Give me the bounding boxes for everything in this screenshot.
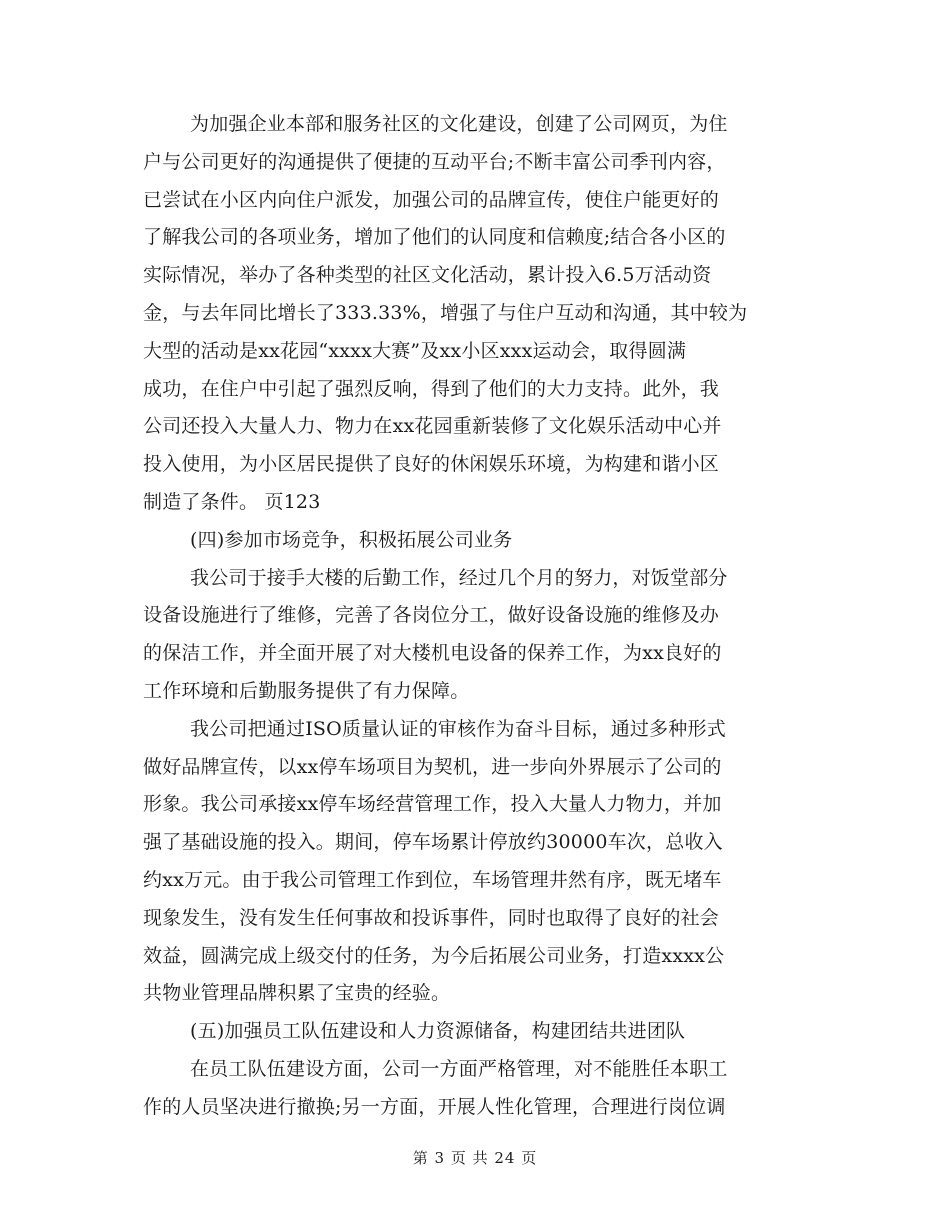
- section-heading: (五)加强员工队伍建设和人力资源储备，构建团结共进团队: [190, 1020, 686, 1043]
- text-line: 制造了条件。 页123: [143, 490, 321, 513]
- text-line: 为加强企业本部和服务社区的文化建设，创建了公司网页，为住: [190, 113, 728, 135]
- page-footer: 第 3 页 共 24 页: [412, 1149, 538, 1167]
- text-line: 实际情况，举办了各种类型的社区文化活动，累计投入6.5万活动资: [143, 264, 712, 287]
- text-line: 工作环境和后勤服务提供了有力保障。: [143, 679, 470, 702]
- body-text: [143, 106, 808, 1127]
- text-line: 约xx万元。由于我公司管理工作到位，车场管理井然有序，既无堵车: [143, 868, 722, 891]
- text-line: 在员工队伍建设方面，公司一方面严格管理，对不能胜任本职工: [190, 1057, 728, 1080]
- text-line: 作的人员坚决进行撤换;另一方面，开展人性化管理，合理进行岗位调: [143, 1095, 726, 1118]
- text-line: 成功，在住户中引起了强烈反响，得到了他们的大力支持。此外，我: [143, 377, 720, 400]
- text-line: 了解我公司的各项业务，增加了他们的认同度和信赖度;结合各小区的: [143, 226, 726, 249]
- text-line: 投入使用，为小区居民提供了良好的休闲娱乐环境，为构建和谐小区: [143, 453, 720, 476]
- text-line: 现象发生，没有发生任何事故和投诉事件，同时也取得了良好的社会: [143, 906, 720, 929]
- text-line: 设备设施进行了维修，完善了各岗位分工，做好设备设施的维修及办: [143, 604, 720, 627]
- text-line: 我公司于接手大楼的后勤工作，经过几个月的努力，对饭堂部分: [190, 566, 728, 589]
- text-line: 户与公司更好的沟通提供了便捷的互动平台;不断丰富公司季刊内容，: [143, 150, 726, 173]
- text-line: 形象。我公司承接xx停车场经营管理工作，投入大量人力物力，并加: [143, 793, 722, 816]
- text-line: 公司还投入大量人力、物力在xx花园重新装修了文化娱乐活动中心并: [143, 415, 722, 438]
- text-line: 共物业管理品牌积累了宝贵的经验。: [143, 982, 451, 1005]
- text-line: 强了基础设施的投入。期间，停车场累计停放约30000车次，总收入: [143, 831, 723, 854]
- text-line: 金，与去年同比增长了333.33%，增强了与住户互动和沟通，其中较为: [143, 301, 748, 324]
- text-line: 大型的活动是xx花园“xxxx大赛”及xx小区xxx运动会，取得圆满: [143, 339, 687, 362]
- text-line: 效益，圆满完成上级交付的任务，为今后拓展公司业务，打造xxxx公: [143, 944, 725, 967]
- text-line: 做好品牌宣传，以xx停车场项目为契机，进一步向外界展示了公司的: [143, 755, 722, 778]
- section-heading: (四)参加市场竞争，积极拓展公司业务: [190, 528, 513, 551]
- text-line: 已尝试在小区内向住户派发，加强公司的品牌宣传，使住户能更好的: [143, 188, 720, 211]
- text-line: 我公司把通过ISO质量认证的审核作为奋斗目标，通过多种形式: [190, 717, 726, 740]
- text-line: 的保洁工作，并全面开展了对大楼机电设备的保养工作，为xx良好的: [143, 642, 722, 665]
